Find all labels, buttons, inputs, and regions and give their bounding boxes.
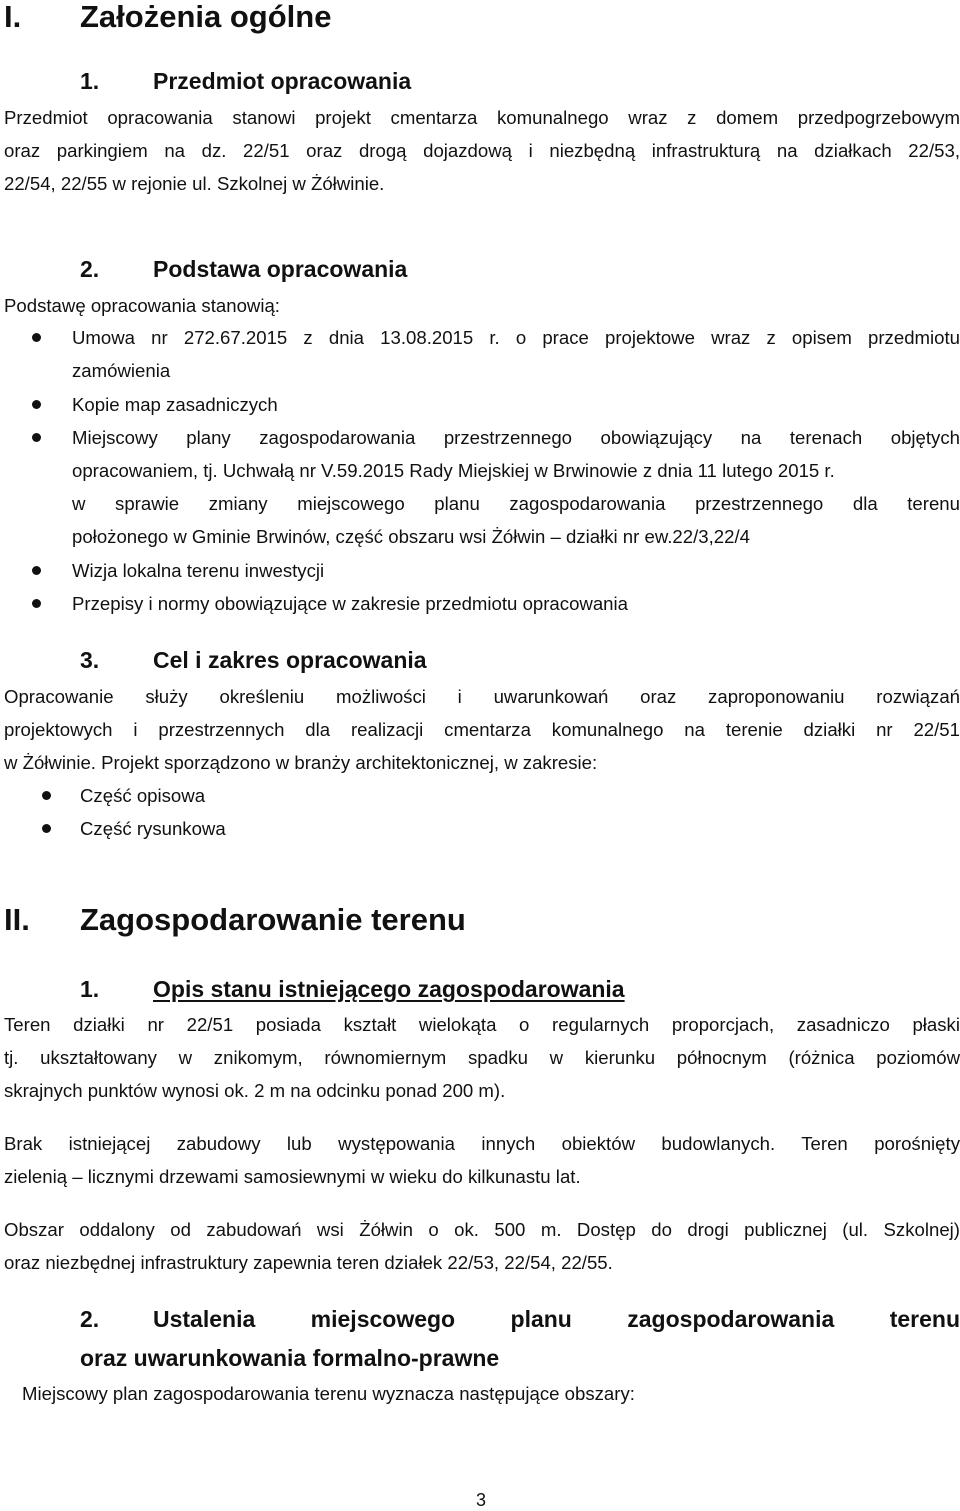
bullet-icon [42,791,51,800]
section-2-title: Zagospodarowanie terenu [80,902,466,937]
subsection-2-1-number: 1. [80,976,100,1002]
paragraph-line: Obszar oddalony od zabudowań wsi Żółwin o ok. 500 m. Dostęp do drogi publicznej (ul. Szkolnej) [4,1219,960,1240]
list-item: Część rysunkowa [80,818,226,839]
subsection-2-1-title: Opis stanu istniejącego zagospodarowania [153,976,625,1002]
subsection-1-1-number: 1. [80,68,100,94]
paragraph-line: w Żółwinie. Projekt sporządzono w branży architektonicznej, w zakresie: [4,752,598,773]
subsection-2-2-title-line-2: oraz uwarunkowania formalno-prawne [80,1345,500,1371]
subsection-1-2-number: 2. [80,256,100,282]
paragraph-line: projektowych i przestrzennych dla realizacji cmentarza komunalnego na terenie działki nr 22/51 [4,719,960,740]
subsection-1-3-title: Cel i zakres opracowania [153,647,427,673]
bullet-icon [32,400,41,409]
paragraph-line: oraz niezbędnej infrastruktury zapewnia teren działek 22/53, 22/54, 22/55. [4,1252,613,1273]
list-item-line: zamówienia [72,360,171,381]
subsection-2-2-number: 2. [80,1306,100,1332]
paragraph-line: Podstawę opracowania stanowią: [4,295,280,316]
list-item-line: opracowaniem, tj. Uchwałą nr V.59.2015 Rady Miejskiej w Brwinowie z dnia 11 lutego 2015 r. [72,460,835,481]
list-item: Część opisowa [80,785,206,806]
paragraph-line: Miejscowy plan zagospodarowania terenu wyznacza następujące obszary: [22,1383,635,1404]
bullet-icon [42,824,51,833]
paragraph-line: 22/54, 22/55 w rejonie ul. Szkolnej w Żółwinie. [4,173,385,194]
subsection-2-2-title-line-1: Ustalenia miejscowego planu zagospodarowania terenu [153,1306,960,1332]
bullet-icon [32,433,41,442]
paragraph-line: Teren działki nr 22/51 posiada kształt wielokąta o regularnych proporcjach, zasadniczo płaski [4,1014,960,1035]
section-2-number: II. [4,902,30,937]
page-number: 3 [476,1490,487,1510]
paragraph-line: Opracowanie służy określeniu możliwości i uwarunkowań oraz zaproponowaniu rozwiązań [4,686,960,707]
list-item: Przepisy i normy obowiązujące w zakresie przedmiotu opracowania [72,593,628,614]
paragraph-line: zielenią – licznymi drzewami samosiewnymi w wieku do kilkunastu lat. [4,1166,581,1187]
subsection-1-1-title: Przedmiot opracowania [153,68,412,94]
list-item-line: położonego w Gminie Brwinów, część obszaru wsi Żółwin – działki nr ew.22/3,22/4 [72,526,750,547]
bullet-icon [32,599,41,608]
list-item-line: Umowa nr 272.67.2015 z dnia 13.08.2015 r. o prace projektowe wraz z opisem przedmiotu [72,327,960,348]
list-item-line: Miejscowy plany zagospodarowania przestrzennego obowiązujący na terenach objętych [72,427,960,448]
subsection-1-3-number: 3. [80,647,100,673]
list-item: Kopie map zasadniczych [72,394,278,415]
subsection-1-2-title: Podstawa opracowania [153,256,408,282]
section-1-number: I. [4,0,22,34]
section-1-title: Założenia ogólne [80,0,332,34]
paragraph-line: Brak istniejącej zabudowy lub występowania innych obiektów budowlanych. Teren porośnięty [4,1133,960,1154]
bullet-icon [32,333,41,342]
list-item: Wizja lokalna terenu inwestycji [72,560,325,581]
bullet-icon [32,566,41,575]
paragraph-line: tj. ukształtowany w znikomym, równomiernym spadku w kierunku północnym (różnica poziomów [4,1047,960,1068]
paragraph-line: skrajnych punktów wynosi ok. 2 m na odcinku ponad 200 m). [4,1080,506,1101]
paragraph-line: oraz parkingiem na dz. 22/51 oraz drogą dojazdową i niezbędną infrastrukturą na działkach 22/53, [4,140,960,161]
list-item-line: w sprawie zmiany miejscowego planu zagospodarowania przestrzennego dla terenu [72,493,960,514]
paragraph-line: Przedmiot opracowania stanowi projekt cmentarza komunalnego wraz z domem przedpogrzebowym [4,107,960,128]
